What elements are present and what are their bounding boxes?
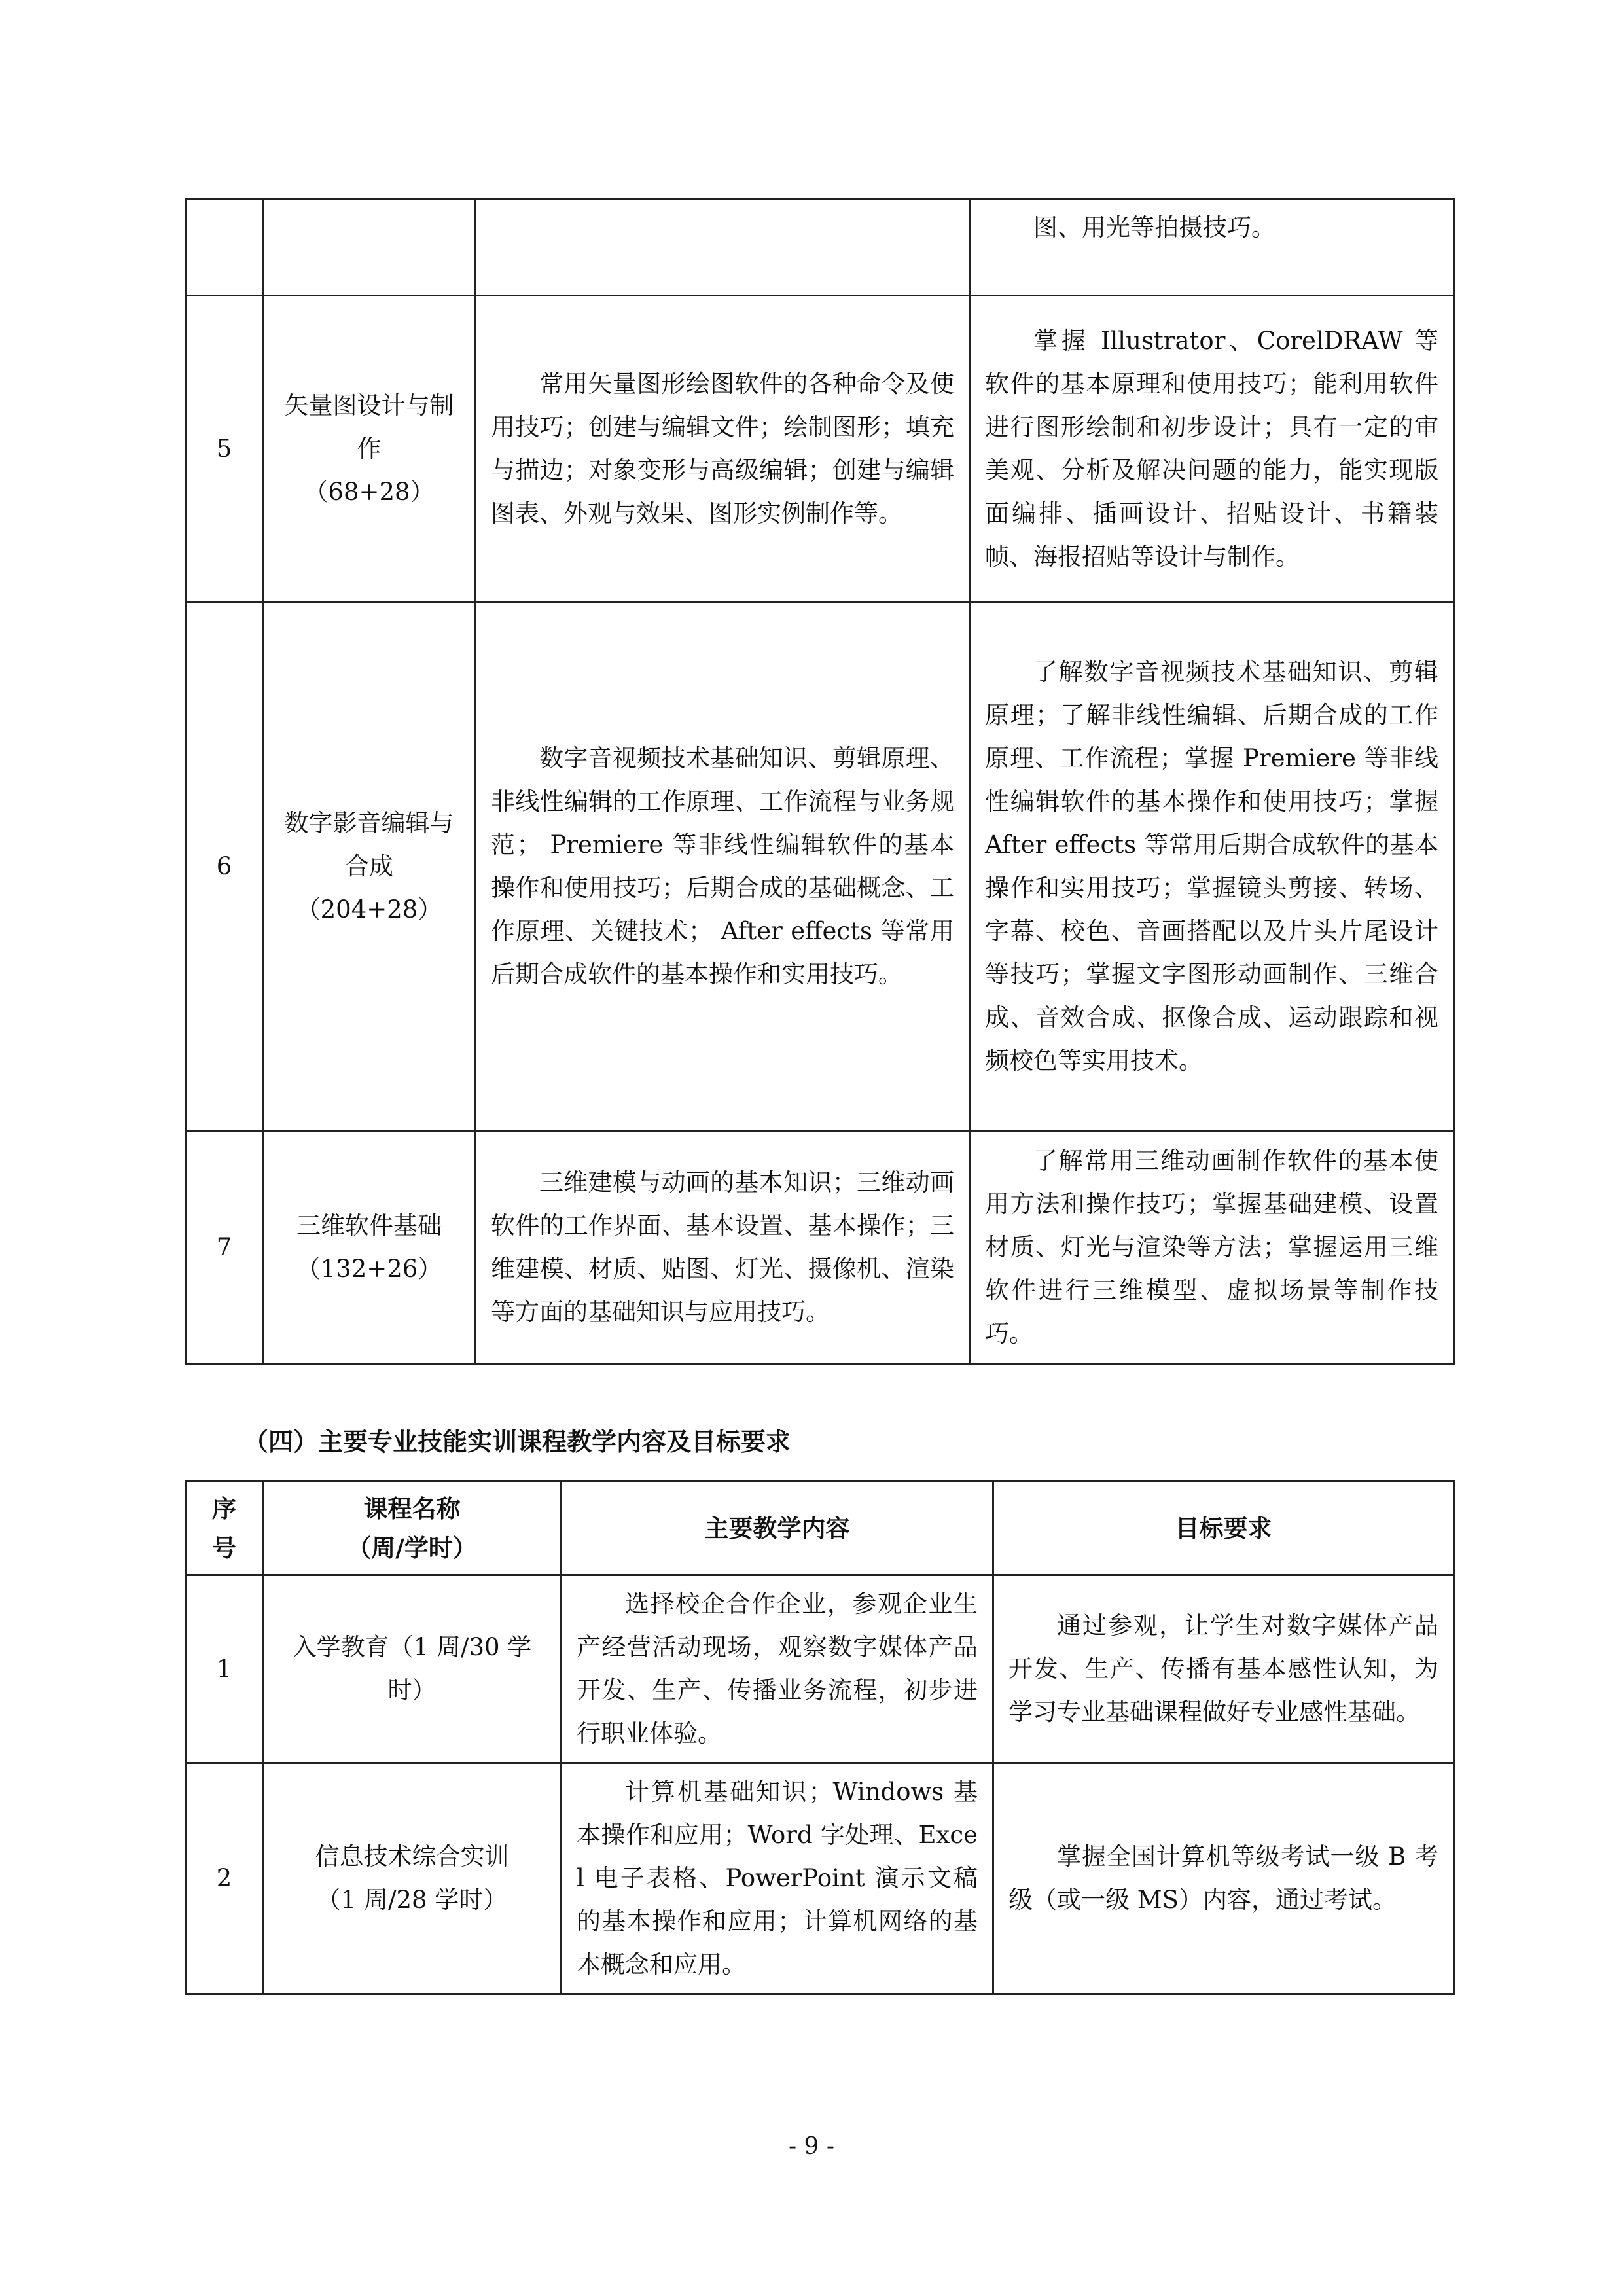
- teaching-content: 选择校企合作企业，参观企业生产经营活动现场，观察数字媒体产品开发、生产、传播业务流程，初步进行职业体验。: [562, 1575, 993, 1763]
- table-row: [186, 199, 1454, 296]
- course-hours: （68+28）: [304, 477, 435, 506]
- row-number: 2: [186, 1763, 263, 1994]
- teaching-content: [476, 199, 970, 296]
- goal-requirement: 掌握全国计算机等级考试一级 B 考级（或一级 MS）内容，通过考试。: [993, 1763, 1454, 1994]
- core-course-table: [185, 198, 1455, 1365]
- row-number: [186, 199, 263, 296]
- course-name: 信息技术综合实训: [315, 1842, 509, 1871]
- row-number: 6: [186, 602, 263, 1131]
- table-row: [186, 296, 1454, 602]
- teaching-content: 三维建模与动画的基本知识；三维动画软件的工作界面、基本设置、基本操作；三维建模、材质、贴图、灯光、摄像机、渲染等方面的基础知识与应用技巧。: [476, 1131, 970, 1364]
- teaching-content: 常用矢量图形绘图软件的各种命令及使用技巧；创建与编辑文件；绘制图形；填充与描边；对象变形与高级编辑；创建与编辑图表、外观与效果、图形实例制作等。: [476, 296, 970, 602]
- course-name-cell: [263, 1131, 476, 1364]
- header-course: [263, 1482, 562, 1575]
- teaching-content: 数字音视频技术基础知识、剪辑原理、非线性编辑的工作原理、工作流程与业务规范； Premiere 等非线性编辑软件的基本操作和使用技巧；后期合成的基础概念、工作原理、关键技术； After effects 等常用后期合成软件的基本操作和实用技巧。: [476, 602, 970, 1131]
- header-content: 主要教学内容: [562, 1482, 993, 1575]
- table-row: [186, 1575, 1454, 1763]
- section-heading: （四）主要专业技能实训课程教学内容及目标要求: [243, 1427, 791, 1456]
- page-number: - 9 -: [788, 2133, 835, 2160]
- table-header-row: [186, 1482, 1454, 1575]
- table-row: [186, 602, 1454, 1131]
- course-name-cell: [263, 296, 476, 602]
- course-name-cell: [263, 602, 476, 1131]
- course-name: 数字影音编辑与合成: [284, 808, 454, 880]
- course-name-cell: [263, 1575, 562, 1763]
- row-number: 1: [186, 1575, 263, 1763]
- row-number: 7: [186, 1131, 263, 1364]
- table-row: [186, 1131, 1454, 1364]
- header-number: 序号: [186, 1482, 263, 1575]
- goal-requirement: 了解常用三维动画制作软件的基本使用方法和操作技巧；掌握基础建模、设置材质、灯光与渲染等方法；掌握运用三维软件进行三维模型、虚拟场景等制作技巧。: [970, 1131, 1454, 1364]
- course-name-cell: [263, 1763, 562, 1994]
- course-name: 矢量图设计与制作: [284, 391, 454, 463]
- course-hours: （1 周/28 学时）: [316, 1886, 508, 1914]
- goal-requirement: 了解数字音视频技术基础知识、剪辑原理；了解非线性编辑、后期合成的工作原理、工作流程；掌握 Premiere 等非线性编辑软件的基本操作和使用技巧；掌握 After effects 等常用后期合成软件的基本操作和实用技巧；掌握镜头剪接、转场、字幕、校色、音画搭配以及片头片尾设计等技巧；掌握文字图形动画制作、三维合成、音效合成、抠像合成、运动跟踪和视频校色等实用技术。: [970, 602, 1454, 1131]
- course-name: 入学教育（1 周/30 学时）: [292, 1633, 532, 1704]
- goal-requirement: 通过参观，让学生对数字媒体产品开发、生产、传播有基本感性认知，为学习专业基础课程做好专业感性基础。: [993, 1575, 1454, 1763]
- practical-training-table: [185, 1480, 1455, 1995]
- table-row: [186, 1763, 1454, 1994]
- header-course-unit: （周/学时）: [347, 1534, 477, 1562]
- course-hours: （132+26）: [296, 1254, 442, 1283]
- course-name: 三维软件基础: [296, 1211, 442, 1240]
- course-hours: （204+28）: [296, 895, 442, 924]
- header-goal: 目标要求: [993, 1482, 1454, 1575]
- goal-requirement: 图、用光等拍摄技巧。: [970, 199, 1454, 296]
- teaching-content: 计算机基础知识；Windows 基本操作和应用；Word 字处理、Excel 电子表格、PowerPoint 演示文稿的基本操作和应用；计算机网络的基本概念和应用。: [562, 1763, 993, 1994]
- course-name-cell: [263, 199, 476, 296]
- goal-requirement: 掌握 Illustrator、CorelDRAW 等软件的基本原理和使用技巧；能利用软件进行图形绘制和初步设计；具有一定的审美观、分析及解决问题的能力，能实现版面编排、插画设计、招贴设计、书籍装帧、海报招贴等设计与制作。: [970, 296, 1454, 602]
- row-number: 5: [186, 296, 263, 602]
- header-course-name: 课程名称: [363, 1494, 461, 1523]
